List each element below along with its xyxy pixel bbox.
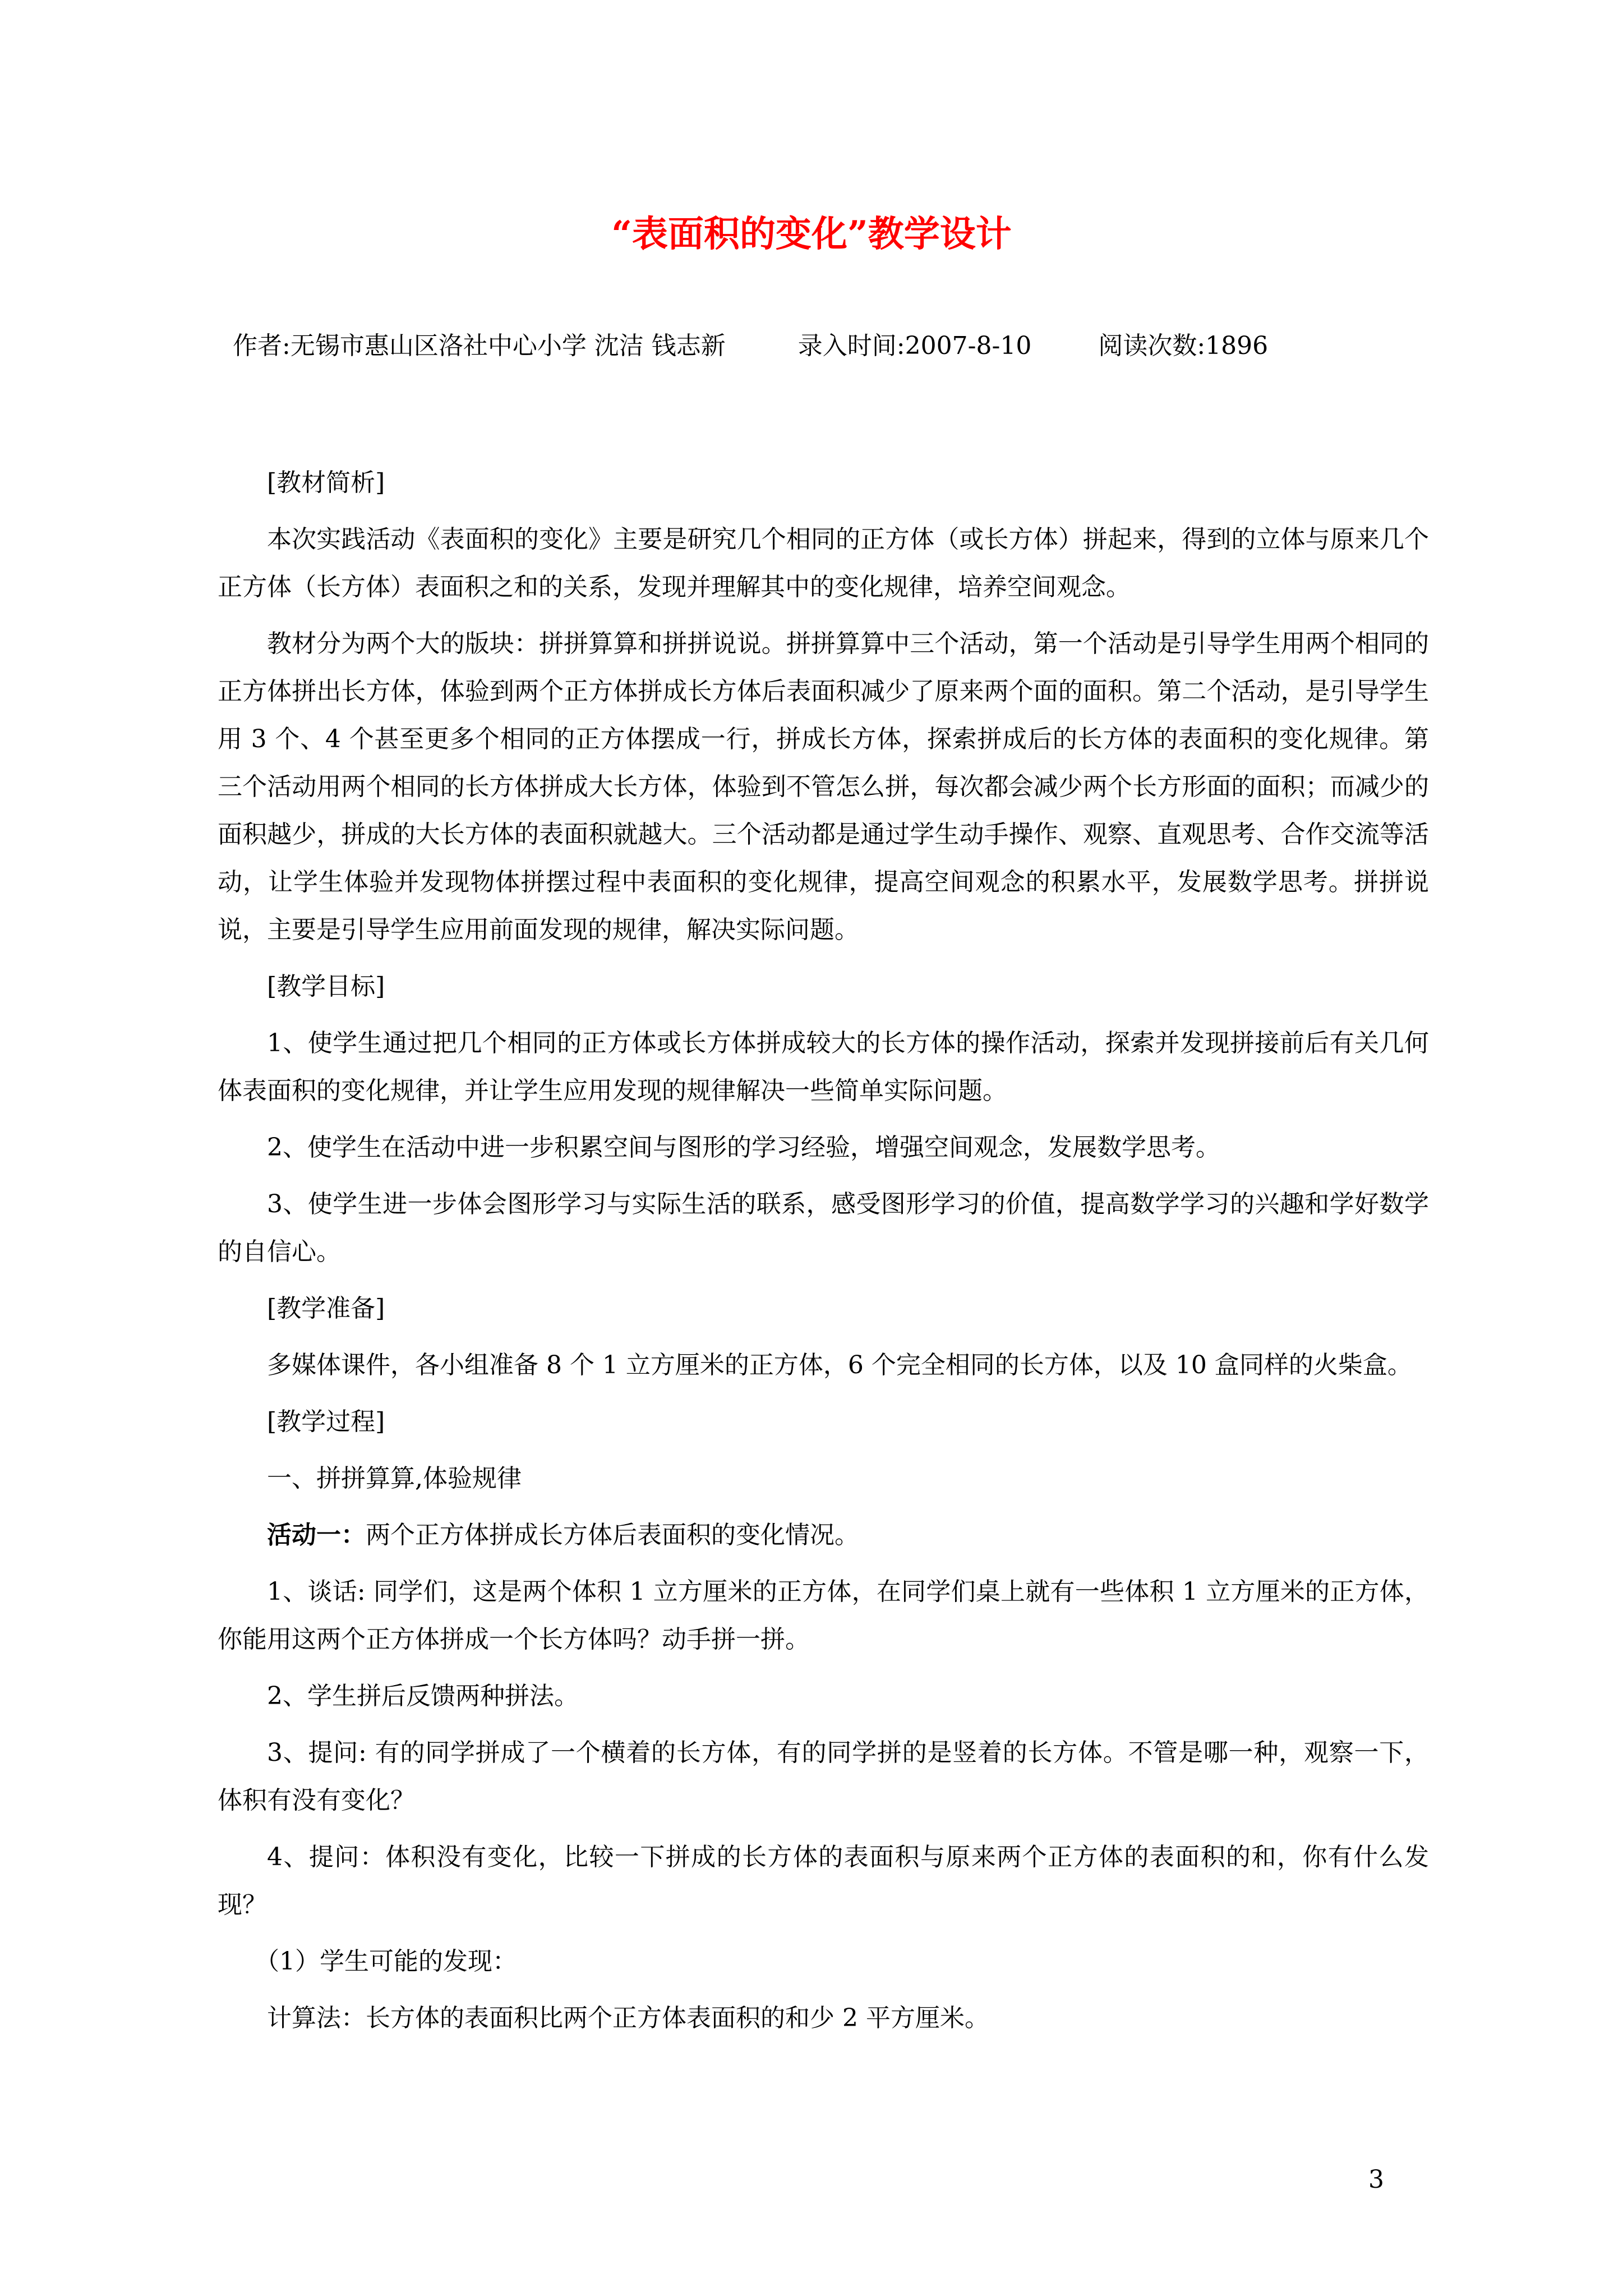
step-item: 4、提问：体积没有变化，比较一下拼成的长方体的表面积与原来两个正方体的表面积的和，你有什么发现？ bbox=[218, 1843, 1429, 1919]
page-number: 3 bbox=[1368, 2165, 1384, 2194]
article-meta bbox=[233, 330, 1268, 362]
read-count: 阅读次数:1896 bbox=[1098, 332, 1269, 360]
goal-item: 3、使学生进一步体会图形学习与实际生活的联系，感受图形学习的价值，提高数学学习的兴趣和学好数学的自信心。 bbox=[218, 1190, 1429, 1266]
paragraph: 教材分为两个大的版块：拼拼算算和拼拼说说。拼拼算算中三个活动，第一个活动是引导学生用两个相同的正方体拼出长方体，体验到两个正方体拼成长方体后表面积减少了原来两个面的面积。第二个活动，是引导学生用 3 个、4 个甚至更多个相同的正方体摆成一行，拼成长方体，探索拼成后的长方体的表面积的变化规律。第三个活动用两个相同的长方体拼成大长方体，体验到不管怎么拼，每次都会减少两个长方形面的面积；而减少的面积越少，拼成的大长方体的表面积就越大。三个活动都是通过学生动手操作、观察、直观思考、合作交流等活动，让学生体验并发现物体拼摆过程中表面积的变化规律，提高空间观念的积累水平，发展数学思考。拼拼说说，主要是引导学生应用前面发现的规律，解决实际问题。 bbox=[218, 629, 1429, 944]
document-title: “表面积的变化”教学设计 bbox=[611, 213, 1012, 255]
entry-time: 录入时间:2007-8-10 bbox=[797, 332, 1032, 360]
finding-item: 计算法：长方体的表面积比两个正方体表面积的和少 2 平方厘米。 bbox=[267, 2004, 989, 2032]
document-body bbox=[218, 459, 1429, 2051]
section-heading-process: [教学过程] bbox=[267, 1407, 385, 1436]
section-heading-preparation: [教学准备] bbox=[267, 1294, 385, 1323]
activity-text: 两个正方体拼成长方体后表面积的变化情况。 bbox=[366, 1521, 859, 1549]
section-heading-analysis: [教材简析] bbox=[267, 468, 385, 497]
activity-line bbox=[218, 1511, 1429, 1559]
author-line: 作者:无锡市惠山区洛社中心小学 沈洁 钱志新 bbox=[233, 332, 726, 360]
activity-label: 活动一： bbox=[267, 1521, 366, 1549]
step-item: 3、提问: 有的同学拼成了一个横着的长方体，有的同学拼的是竖着的长方体。不管是哪一种，观察一下，体积有没有变化？ bbox=[218, 1738, 1429, 1815]
step-item: 2、学生拼后反馈两种拼法。 bbox=[267, 1682, 579, 1710]
paragraph: 多媒体课件，各小组准备 8 个 1 立方厘米的正方体，6 个完全相同的长方体，以及 10 盒同样的火柴盒。 bbox=[267, 1351, 1412, 1379]
part-heading: 一、拼拼算算,体验规律 bbox=[267, 1464, 522, 1493]
finding-heading: （1）学生可能的发现： bbox=[255, 1947, 517, 1976]
section-heading-goals: [教学目标] bbox=[267, 972, 385, 1001]
goal-item: 2、使学生在活动中进一步积累空间与图形的学习经验，增强空间观念，发展数学思考。 bbox=[267, 1133, 1220, 1162]
goal-item: 1、使学生通过把几个相同的正方体或长方体拼成较大的长方体的操作活动，探索并发现拼接前后有关几何体表面积的变化规律，并让学生应用发现的规律解决一些简单实际问题。 bbox=[218, 1029, 1429, 1105]
paragraph: 本次实践活动《表面积的变化》主要是研究几个相同的正方体（或长方体）拼起来，得到的立体与原来几个正方体（长方体）表面积之和的关系，发现并理解其中的变化规律，培养空间观念。 bbox=[218, 525, 1429, 601]
step-item: 1、谈话: 同学们，这是两个体积 1 立方厘米的正方体，在同学们桌上就有一些体积 1 立方厘米的正方体，你能用这两个正方体拼成一个长方体吗？动手拼一拼。 bbox=[218, 1577, 1429, 1654]
